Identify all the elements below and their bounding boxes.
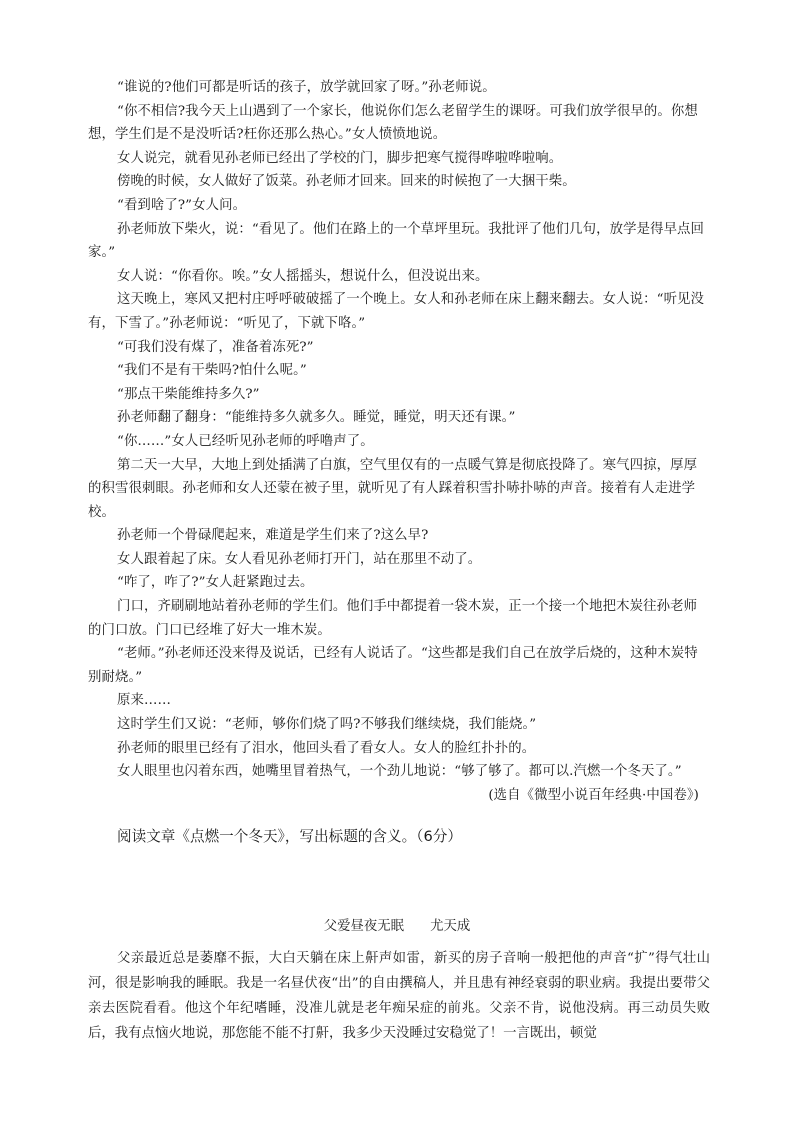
paragraph: “看到啥了?”女人问。 [117,197,247,213]
paragraph: 门口，齐刷刷地站着孙老师的学生们。他们手中都提着一袋木炭，正一个接一个地把木炭往孙老师的门口放。门口已经堆了好大一堆木炭。 [88,599,698,638]
paragraph: 女人说：“你看你。唉。”女人摇摇头，想说什么，但没说出来。 [117,268,489,284]
paragraph: 傍晚的时候，女人做好了饭菜。孙老师才回来。回来的时候抱了一大捆干柴。 [117,174,576,190]
story-excerpt [88,76,709,807]
question-prompt: 阅读文章《点燃一个冬天》，写出标题的含义。（6分） [117,828,462,845]
article-author: 尤天成 [430,919,471,934]
paragraph: “我们不是有干柴吗?怕什么呢。” [117,363,307,379]
article-title: 父爱昼夜无眠 [323,919,405,934]
paragraph: 女人跟着起了床。女人看见孙老师打开门，站在那里不动了。 [117,551,482,567]
paragraph: “那点干柴能维持多久?” [117,386,260,402]
paragraph: 孙老师的眼里已经有了泪水，他回头看了看女人。女人的脸红扑扑的。 [117,740,536,756]
paragraph: “谁说的?他们可都是听话的孩子，放学就回家了呀。”孙老师说。 [117,80,496,95]
paragraph: “你……”女人已经听见孙老师的呼噜声了。 [117,433,374,449]
paragraph: “老师。”孙老师还没来得及说话，已经有人说话了。“这些都是我们自己在放学后烧的，这种木炭特别耐烧。” [88,646,698,685]
paragraph: 第二天一大早，大地上到处插满了白旗，空气里仅有的一点暖气算是彻底投降了。寒气四掠，厚厚的积雪很刺眼。孙老师和女人还蒙在被子里，就听见了有人踩着积雪扑哧扑哧的声音。接着有人走进学校。 [88,457,698,520]
paragraph: 孙老师翻了翻身：“能维持多久就多久。睡觉，睡觉，明天还有课。” [117,410,516,426]
paragraph: 原来…… [117,693,171,709]
paragraph: 这时学生们又说：“老师，够你们烧了吗?不够我们继续烧，我们能烧。” [117,717,537,733]
paragraph: 这天晚上，寒风又把村庄呼呼破破摇了一个晚上。女人和孙老师在床上翻来翻去。女人说：“听见没有，下雪了。”孙老师说：“听见了，下就下咯。” [88,292,705,331]
article-body: 父亲最近总是萎靡不振，大白天躺在床上鼾声如雷，新买的房子音响一般把他的声音“扩”得气壮山河，很是影响我的睡眠。我是一名昼伏夜“出”的自由撰稿人，并且患有神经衰弱的职业病。我提出要带父亲去医院看看。他这个年纪嗜睡，没准儿就是老年痴呆症的前兆。父亲不肯，说他没病。再三动员失败后，我有点恼火地说，那您能不能不打鼾，我多少天没睡过安稳觉了！一言既出，顿觉 [88,951,710,1041]
source-citation: (选自《微型小说百年经典·中国卷》) [488,787,699,803]
paragraph: 女人说完，就看见孙老师已经出了学校的门，脚步把寒气搅得哗啦哗啦响。 [117,150,563,166]
paragraph: 孙老师一个骨碌爬起来，难道是学生们来了?这么早? [117,528,429,544]
paragraph: 女人眼里也闪着东西，她嘴里冒着热气，一个劲儿地说：“够了够了。都可以.汽燃一个冬天了。” [117,764,682,780]
paragraph: 孙老师放下柴火，说：“看见了。他们在路上的一个草坪里玩。我批评了他们几句，放学是得早点回家。” [88,221,705,261]
paragraph: “可我们没有煤了，准备着冻死?” [117,339,314,355]
article-heading [0,917,794,937]
paragraph: “咋了，咋了?”女人赶紧跑过去。 [117,575,314,591]
paragraph: “你不相信?我今天上山遇到了一个家长，他说你们怎么老留学生的课呀。可我们放学很早的。你想想，学生们是不是没听话?枉你还那么热心。”女人愤愤地说。 [88,103,698,143]
